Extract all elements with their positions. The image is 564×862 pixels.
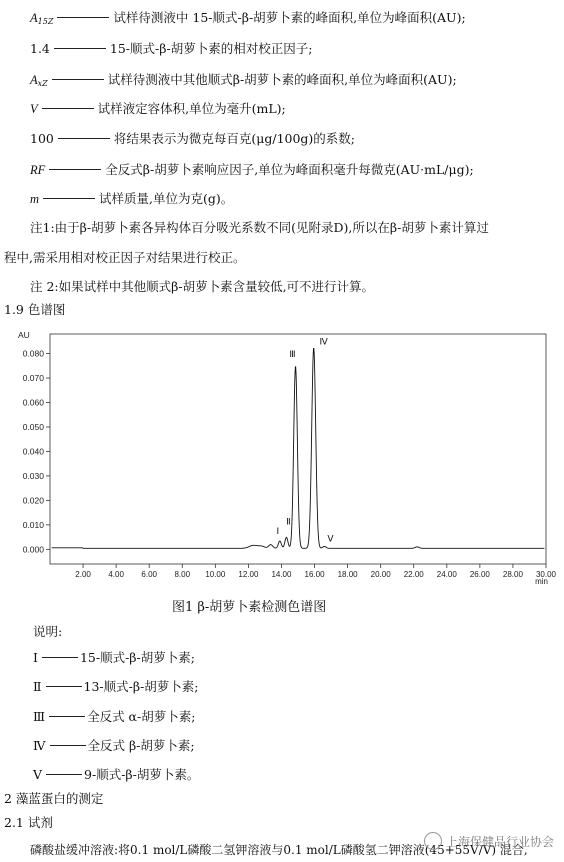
- y-tick-label: 0.070: [22, 373, 44, 384]
- definition-text: 试样待测液中 15-顺式-β-胡萝卜素的峰面积,单位为峰面积(AU);: [113, 10, 466, 25]
- x-tick-label: 6.00: [141, 570, 157, 579]
- x-tick-label: 22.00: [403, 570, 424, 579]
- x-tick-label: 18.00: [337, 570, 358, 579]
- legend-item: [33, 709, 195, 725]
- definition-row: [30, 72, 457, 90]
- chromatogram-trace: [52, 348, 545, 548]
- y-tick-label: 0.040: [22, 446, 44, 457]
- definition-symbol: A: [30, 11, 38, 25]
- definition-row: [30, 131, 355, 147]
- definition-row: [30, 10, 466, 28]
- chart-trace: [52, 348, 545, 548]
- definition-subscript: 15Z: [37, 17, 54, 26]
- legend-mark: Ⅴ: [33, 767, 43, 782]
- definition-symbol: RF: [30, 163, 46, 177]
- definition-text: 全反式β-胡萝卜素响应因子,单位为峰面积毫升每微克(AU·mL/μg);: [105, 162, 474, 177]
- legend-title: 说明:: [33, 624, 63, 639]
- x-tick-label: 12.00: [238, 570, 259, 579]
- x-tick-label: 10.00: [205, 570, 226, 579]
- legend-item: [33, 738, 195, 754]
- y-axis-label: AU: [18, 330, 30, 340]
- peak-label: Ⅳ: [319, 336, 328, 347]
- definition-symbol: 1.4: [30, 41, 50, 56]
- legend-mark: Ⅳ: [33, 738, 46, 753]
- watermark-text: 上海保健品行业协会: [445, 834, 554, 849]
- x-tick-label: 30.00: [535, 570, 557, 579]
- plot-frame: [50, 334, 546, 564]
- definition-symbol: A: [30, 73, 38, 87]
- x-tick-label: 28.00: [502, 570, 523, 579]
- definition-text: 试样质量,单位为克(g)。: [99, 191, 234, 206]
- x-tick-label: 26.00: [469, 570, 490, 579]
- x-tick-label: 14.00: [271, 570, 292, 579]
- y-tick-label: 0.080: [22, 348, 44, 359]
- chromatogram-chart: [0, 318, 564, 590]
- legend-item: [33, 679, 199, 695]
- definition-subscript: xZ: [37, 79, 48, 88]
- chart-peak-labels: [276, 337, 334, 544]
- y-tick-label: 0.050: [22, 421, 44, 432]
- figure-caption: 图1 β-胡萝卜素检测色谱图: [172, 600, 327, 615]
- y-tick-label: 0.030: [22, 470, 44, 481]
- x-tick-label: 20.00: [370, 570, 391, 579]
- definition-row: [30, 162, 474, 178]
- peak-label: Ⅱ: [286, 516, 291, 527]
- peak-label: Ⅲ: [289, 349, 296, 360]
- definition-row: [30, 41, 312, 57]
- x-tick-label: 24.00: [436, 570, 457, 579]
- definition-symbol: V: [30, 102, 38, 116]
- legend-item: [33, 650, 195, 666]
- legend-mark: Ⅱ: [33, 679, 42, 694]
- note-2: 注 2:如果试样中其他顺式β-胡萝卜素含量较低,可不进行计算。: [30, 279, 375, 294]
- y-tick-label: 0.060: [22, 397, 44, 408]
- x-axis-label: min: [535, 577, 548, 586]
- x-tick-label: 4.00: [108, 570, 124, 579]
- wechat-logo-icon: [424, 832, 442, 850]
- section-heading-chromatogram: 1.9 色谱图: [4, 302, 66, 317]
- chart-axes: [18, 330, 557, 586]
- legend-text: 全反式 α-胡萝卜素;: [87, 709, 196, 724]
- watermark: [424, 832, 554, 850]
- definition-text: 将结果表示为微克每百克(μg/100g)的系数;: [113, 131, 356, 146]
- legend-text: 13-顺式-β-胡萝卜素;: [83, 679, 199, 694]
- note-1-line-1: 注1:由于β-胡萝卜素各异构体百分吸光系数不同(见附录D),所以在β-胡萝卜素计算过: [30, 220, 489, 235]
- legend-text: 全反式 β-胡萝卜素;: [87, 738, 195, 753]
- legend-mark: Ⅰ: [33, 650, 38, 665]
- x-tick-label: 16.00: [304, 570, 325, 579]
- note-1-line-2: 程中,需采用相对校正因子对结果进行校正。: [4, 250, 246, 265]
- peak-label: Ⅰ: [276, 525, 280, 536]
- legend-text: 9-顺式-β-胡萝卜素。: [84, 767, 200, 782]
- definition-text: 15-顺式-β-胡萝卜素的相对校正因子;: [109, 41, 313, 56]
- section-heading-phycocyanin: 2 藻蓝蛋白的测定: [4, 791, 104, 806]
- definition-symbol: m: [30, 192, 40, 206]
- legend-mark: Ⅲ: [33, 709, 46, 724]
- y-tick-label: 0.010: [22, 519, 44, 530]
- peak-label: Ⅴ: [327, 533, 334, 544]
- definition-text: 试样液定容体积,单位为毫升(mL);: [97, 101, 286, 116]
- reagent-text: 磷酸盐缓冲溶液:将0.1 mol/L磷酸二氢钾溶液与0.1 mol/L磷酸氢二钾溶液(45+55V/V) 混合,: [30, 843, 528, 857]
- definition-row: [30, 191, 233, 207]
- x-tick-label: 8.00: [174, 570, 191, 579]
- definition-symbol: 100: [30, 131, 54, 146]
- legend-item: [33, 767, 199, 783]
- y-tick-label: 0.020: [22, 495, 44, 506]
- section-heading-reagents: 2.1 试剂: [4, 815, 53, 830]
- definition-row: [30, 101, 286, 117]
- y-tick-label: 0.000: [22, 544, 44, 555]
- x-tick-label: 2.00: [75, 570, 91, 579]
- definition-text: 试样待测液中其他顺式β-胡萝卜素的峰面积,单位为峰面积(AU);: [107, 72, 457, 87]
- legend-text: 15-顺式-β-胡萝卜素;: [79, 650, 195, 665]
